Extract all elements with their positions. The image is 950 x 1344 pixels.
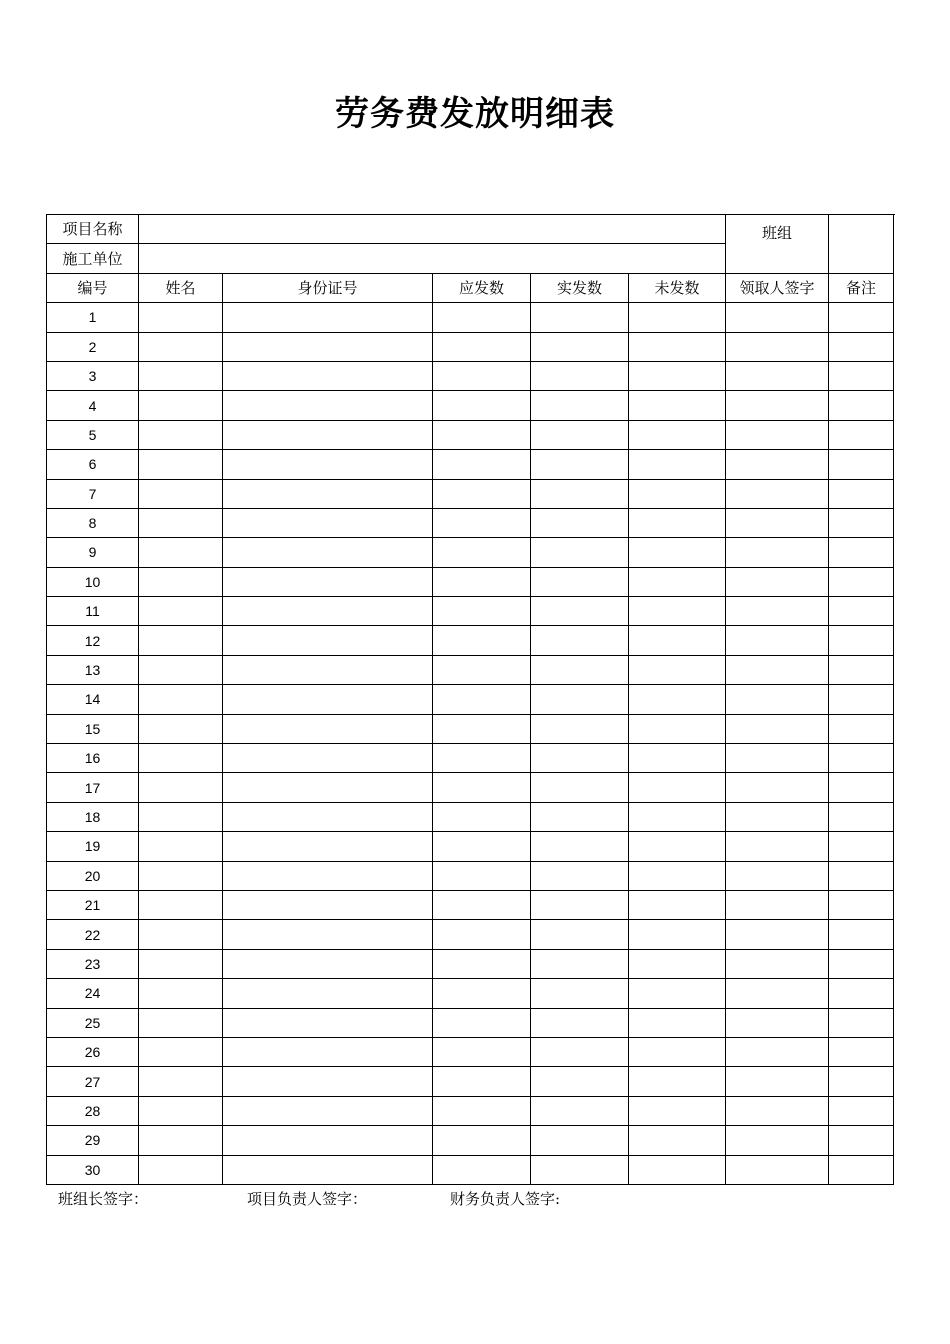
signature-cell[interactable] [726,1037,829,1066]
table-row [47,685,894,714]
unpaid-cell[interactable] [629,861,726,890]
table-row [47,538,894,567]
paid-cell[interactable] [531,567,629,596]
unpaid-cell[interactable] [629,1037,726,1066]
row-number: 18 [47,802,139,831]
signature-cell[interactable] [726,1126,829,1155]
payable-cell[interactable] [433,832,531,861]
payable-cell[interactable] [433,332,531,361]
table-row [47,597,894,626]
col-header-paid: 实发数 [531,273,629,302]
id-number-cell[interactable] [223,420,433,449]
unpaid-cell[interactable] [629,1008,726,1037]
unpaid-cell[interactable] [629,773,726,802]
remarks-cell[interactable] [829,597,894,626]
signature-cell[interactable] [726,744,829,773]
table-row [47,920,894,949]
name-cell[interactable] [139,538,223,567]
table-row [47,1155,894,1184]
payable-cell[interactable] [433,1037,531,1066]
col-header-id-number: 身份证号 [223,273,433,302]
remarks-cell[interactable] [829,332,894,361]
remarks-cell[interactable] [829,802,894,831]
unpaid-cell[interactable] [629,361,726,390]
remarks-cell[interactable] [829,890,894,919]
signature-cell[interactable] [726,685,829,714]
payable-cell[interactable] [433,744,531,773]
signature-cell[interactable] [726,714,829,743]
row-number: 26 [47,1037,139,1066]
name-cell[interactable] [139,332,223,361]
unpaid-cell[interactable] [629,332,726,361]
row-number: 9 [47,538,139,567]
payable-cell[interactable] [433,303,531,332]
remarks-cell[interactable] [829,949,894,978]
remarks-cell[interactable] [829,1126,894,1155]
payable-cell[interactable] [433,1155,531,1184]
unpaid-cell[interactable] [629,920,726,949]
payable-cell[interactable] [433,861,531,890]
id-number-cell[interactable] [223,567,433,596]
remarks-cell[interactable] [829,714,894,743]
remarks-cell[interactable] [829,1067,894,1096]
remarks-cell[interactable] [829,361,894,390]
id-number-cell[interactable] [223,979,433,1008]
row-number: 19 [47,832,139,861]
signature-cell[interactable] [726,890,829,919]
id-number-cell[interactable] [223,714,433,743]
row-number: 14 [47,685,139,714]
project-field[interactable] [139,215,726,244]
signature-cell[interactable] [726,450,829,479]
signature-cell[interactable] [726,332,829,361]
remarks-cell[interactable] [829,861,894,890]
row-number: 7 [47,479,139,508]
id-number-cell[interactable] [223,1096,433,1125]
name-cell[interactable] [139,508,223,537]
name-cell[interactable] [139,890,223,919]
unpaid-cell[interactable] [629,655,726,684]
name-cell[interactable] [139,1008,223,1037]
remarks-cell[interactable] [829,920,894,949]
remarks-cell[interactable] [829,979,894,1008]
paid-cell[interactable] [531,744,629,773]
payable-cell[interactable] [433,450,531,479]
id-number-cell[interactable] [223,890,433,919]
name-cell[interactable] [139,832,223,861]
unpaid-cell[interactable] [629,685,726,714]
payable-cell[interactable] [433,1067,531,1096]
table-row [47,979,894,1008]
signature-cell[interactable] [726,538,829,567]
paid-cell[interactable] [531,773,629,802]
paid-cell[interactable] [531,1096,629,1125]
paid-cell[interactable] [531,361,629,390]
payable-cell[interactable] [433,685,531,714]
remarks-cell[interactable] [829,508,894,537]
id-number-cell[interactable] [223,450,433,479]
signature-cell[interactable] [726,361,829,390]
id-number-cell[interactable] [223,508,433,537]
name-cell[interactable] [139,1126,223,1155]
page-title: 劳务费发放明细表 [335,94,615,134]
table-row [47,802,894,831]
name-cell[interactable] [139,391,223,420]
signature-cell[interactable] [726,508,829,537]
paid-cell[interactable] [531,920,629,949]
payable-cell[interactable] [433,949,531,978]
payable-cell[interactable] [433,391,531,420]
id-number-cell[interactable] [223,626,433,655]
paid-cell[interactable] [531,626,629,655]
table-row [47,949,894,978]
remarks-cell[interactable] [829,420,894,449]
remarks-cell[interactable] [829,567,894,596]
unpaid-cell[interactable] [629,567,726,596]
payable-cell[interactable] [433,626,531,655]
paid-cell[interactable] [531,597,629,626]
unpaid-cell[interactable] [629,391,726,420]
wage-table [46,214,894,1185]
table-row [47,420,894,449]
id-number-cell[interactable] [223,597,433,626]
unpaid-cell[interactable] [629,1155,726,1184]
paid-cell[interactable] [531,391,629,420]
signature-cell[interactable] [726,1155,829,1184]
id-number-cell[interactable] [223,949,433,978]
table-row [47,890,894,919]
project-row [47,215,894,244]
payable-cell[interactable] [433,655,531,684]
row-number: 17 [47,773,139,802]
signature-cell[interactable] [726,1096,829,1125]
table-row [47,567,894,596]
name-cell[interactable] [139,361,223,390]
id-number-cell[interactable] [223,391,433,420]
name-cell[interactable] [139,861,223,890]
payable-cell[interactable] [433,1008,531,1037]
payable-cell[interactable] [433,890,531,919]
paid-cell[interactable] [531,714,629,743]
unpaid-cell[interactable] [629,597,726,626]
name-cell[interactable] [139,1067,223,1096]
payable-cell[interactable] [433,538,531,567]
paid-cell[interactable] [531,655,629,684]
row-number: 23 [47,949,139,978]
paid-cell[interactable] [531,979,629,1008]
paid-cell[interactable] [531,538,629,567]
remarks-cell[interactable] [829,685,894,714]
signature-cell[interactable] [726,949,829,978]
table-row [47,1126,894,1155]
row-number: 2 [47,332,139,361]
table-row [47,303,894,332]
table-row [47,744,894,773]
row-number: 20 [47,861,139,890]
group-label: 班组 [726,215,829,274]
payable-cell[interactable] [433,479,531,508]
unpaid-cell[interactable] [629,832,726,861]
project-leader-signature-label: 项目负责人签字： [247,1190,368,1208]
remarks-cell[interactable] [829,391,894,420]
id-number-cell[interactable] [223,1126,433,1155]
id-number-cell[interactable] [223,861,433,890]
project-label: 项目名称 [47,215,139,244]
row-number: 30 [47,1155,139,1184]
col-header-remarks: 备注 [829,273,894,302]
payable-cell[interactable] [433,597,531,626]
paid-cell[interactable] [531,802,629,831]
col-header-name: 姓名 [139,273,223,302]
unpaid-cell[interactable] [629,303,726,332]
name-cell[interactable] [139,685,223,714]
id-number-cell[interactable] [223,832,433,861]
table-row [47,391,894,420]
unpaid-cell[interactable] [629,1067,726,1096]
row-number: 25 [47,1008,139,1037]
payable-cell[interactable] [433,361,531,390]
remarks-cell[interactable] [829,450,894,479]
row-number: 11 [47,597,139,626]
remarks-cell[interactable] [829,1008,894,1037]
table-row [47,832,894,861]
row-number: 6 [47,450,139,479]
paid-cell[interactable] [531,303,629,332]
signature-cell[interactable] [726,802,829,831]
table-row [47,626,894,655]
unpaid-cell[interactable] [629,1096,726,1125]
row-number: 28 [47,1096,139,1125]
table-row [47,1067,894,1096]
id-number-cell[interactable] [223,744,433,773]
id-number-cell[interactable] [223,802,433,831]
unpaid-cell[interactable] [629,450,726,479]
id-number-cell[interactable] [223,1067,433,1096]
paid-cell[interactable] [531,1008,629,1037]
name-cell[interactable] [139,479,223,508]
paid-cell[interactable] [531,890,629,919]
unpaid-cell[interactable] [629,626,726,655]
id-number-cell[interactable] [223,538,433,567]
row-number: 21 [47,890,139,919]
id-number-cell[interactable] [223,920,433,949]
row-number: 8 [47,508,139,537]
paid-cell[interactable] [531,685,629,714]
remarks-cell[interactable] [829,479,894,508]
name-cell[interactable] [139,979,223,1008]
paid-cell[interactable] [531,1067,629,1096]
signature-cell[interactable] [726,303,829,332]
paid-cell[interactable] [531,832,629,861]
paid-cell[interactable] [531,332,629,361]
table-body [47,215,894,1185]
unpaid-cell[interactable] [629,420,726,449]
table-row [47,508,894,537]
signature-cell[interactable] [726,655,829,684]
signature-cell[interactable] [726,420,829,449]
signature-cell[interactable] [726,1067,829,1096]
payable-cell[interactable] [433,1096,531,1125]
name-cell[interactable] [139,920,223,949]
name-cell[interactable] [139,597,223,626]
remarks-cell[interactable] [829,773,894,802]
id-number-cell[interactable] [223,1155,433,1184]
name-cell[interactable] [139,626,223,655]
group-field[interactable] [829,215,894,274]
id-number-cell[interactable] [223,685,433,714]
remarks-cell[interactable] [829,1155,894,1184]
name-cell[interactable] [139,949,223,978]
remarks-cell[interactable] [829,1037,894,1066]
paid-cell[interactable] [531,861,629,890]
name-cell[interactable] [139,1096,223,1125]
unpaid-cell[interactable] [629,744,726,773]
remarks-cell[interactable] [829,538,894,567]
paid-cell[interactable] [531,1155,629,1184]
row-number: 1 [47,303,139,332]
name-cell[interactable] [139,1037,223,1066]
remarks-cell[interactable] [829,626,894,655]
table-row [47,773,894,802]
row-number: 16 [47,744,139,773]
col-header-payable: 应发数 [433,273,531,302]
payable-cell[interactable] [433,773,531,802]
name-cell[interactable] [139,1155,223,1184]
table-row [47,479,894,508]
payable-cell[interactable] [433,1126,531,1155]
paid-cell[interactable] [531,1126,629,1155]
table-row [47,861,894,890]
row-number: 3 [47,361,139,390]
row-number: 15 [47,714,139,743]
row-number: 24 [47,979,139,1008]
signature-cell[interactable] [726,920,829,949]
row-number: 22 [47,920,139,949]
signature-cell[interactable] [726,832,829,861]
payable-cell[interactable] [433,567,531,596]
name-cell[interactable] [139,714,223,743]
name-cell[interactable] [139,655,223,684]
remarks-cell[interactable] [829,832,894,861]
payable-cell[interactable] [433,920,531,949]
row-number: 27 [47,1067,139,1096]
row-number: 29 [47,1126,139,1155]
id-number-cell[interactable] [223,655,433,684]
unpaid-cell[interactable] [629,979,726,1008]
signature-cell[interactable] [726,567,829,596]
team-leader-signature-label: 班组长签字： [58,1190,149,1208]
unpaid-cell[interactable] [629,714,726,743]
payable-cell[interactable] [433,714,531,743]
finance-leader-signature-label: 财务负责人签字: [450,1190,561,1208]
unit-field[interactable] [139,244,726,273]
signature-cell[interactable] [726,479,829,508]
table-row [47,655,894,684]
row-number: 13 [47,655,139,684]
id-number-cell[interactable] [223,1037,433,1066]
signature-cell[interactable] [726,773,829,802]
id-number-cell[interactable] [223,479,433,508]
paid-cell[interactable] [531,450,629,479]
remarks-cell[interactable] [829,744,894,773]
col-header-recipient-signature: 领取人签字 [726,273,829,302]
remarks-cell[interactable] [829,303,894,332]
paid-cell[interactable] [531,949,629,978]
signature-cell[interactable] [726,979,829,1008]
name-cell[interactable] [139,567,223,596]
unpaid-cell[interactable] [629,508,726,537]
header-row [47,273,894,302]
table-row [47,1037,894,1066]
name-cell[interactable] [139,303,223,332]
unpaid-cell[interactable] [629,802,726,831]
payable-cell[interactable] [433,420,531,449]
id-number-cell[interactable] [223,361,433,390]
id-number-cell[interactable] [223,332,433,361]
table-row [47,361,894,390]
id-number-cell[interactable] [223,303,433,332]
signature-cell[interactable] [726,1008,829,1037]
name-cell[interactable] [139,450,223,479]
unpaid-cell[interactable] [629,479,726,508]
unpaid-cell[interactable] [629,538,726,567]
payable-cell[interactable] [433,802,531,831]
paid-cell[interactable] [531,508,629,537]
row-number: 10 [47,567,139,596]
unpaid-cell[interactable] [629,890,726,919]
table-row [47,450,894,479]
id-number-cell[interactable] [223,1008,433,1037]
table-row [47,1096,894,1125]
name-cell[interactable] [139,420,223,449]
id-number-cell[interactable] [223,773,433,802]
paid-cell[interactable] [531,479,629,508]
name-cell[interactable] [139,773,223,802]
row-number: 12 [47,626,139,655]
paid-cell[interactable] [531,1037,629,1066]
table-row [47,714,894,743]
unpaid-cell[interactable] [629,949,726,978]
payable-cell[interactable] [433,508,531,537]
name-cell[interactable] [139,744,223,773]
col-header-number: 编号 [47,273,139,302]
paid-cell[interactable] [531,420,629,449]
unit-label: 施工单位 [47,244,139,273]
row-number: 5 [47,420,139,449]
payable-cell[interactable] [433,979,531,1008]
name-cell[interactable] [139,802,223,831]
row-number: 4 [47,391,139,420]
signature-cell[interactable] [726,597,829,626]
table-row [47,1008,894,1037]
remarks-cell[interactable] [829,1096,894,1125]
col-header-unpaid: 未发数 [629,273,726,302]
signature-cell[interactable] [726,626,829,655]
signature-cell[interactable] [726,861,829,890]
remarks-cell[interactable] [829,655,894,684]
signature-cell[interactable] [726,391,829,420]
unpaid-cell[interactable] [629,1126,726,1155]
table-row [47,332,894,361]
